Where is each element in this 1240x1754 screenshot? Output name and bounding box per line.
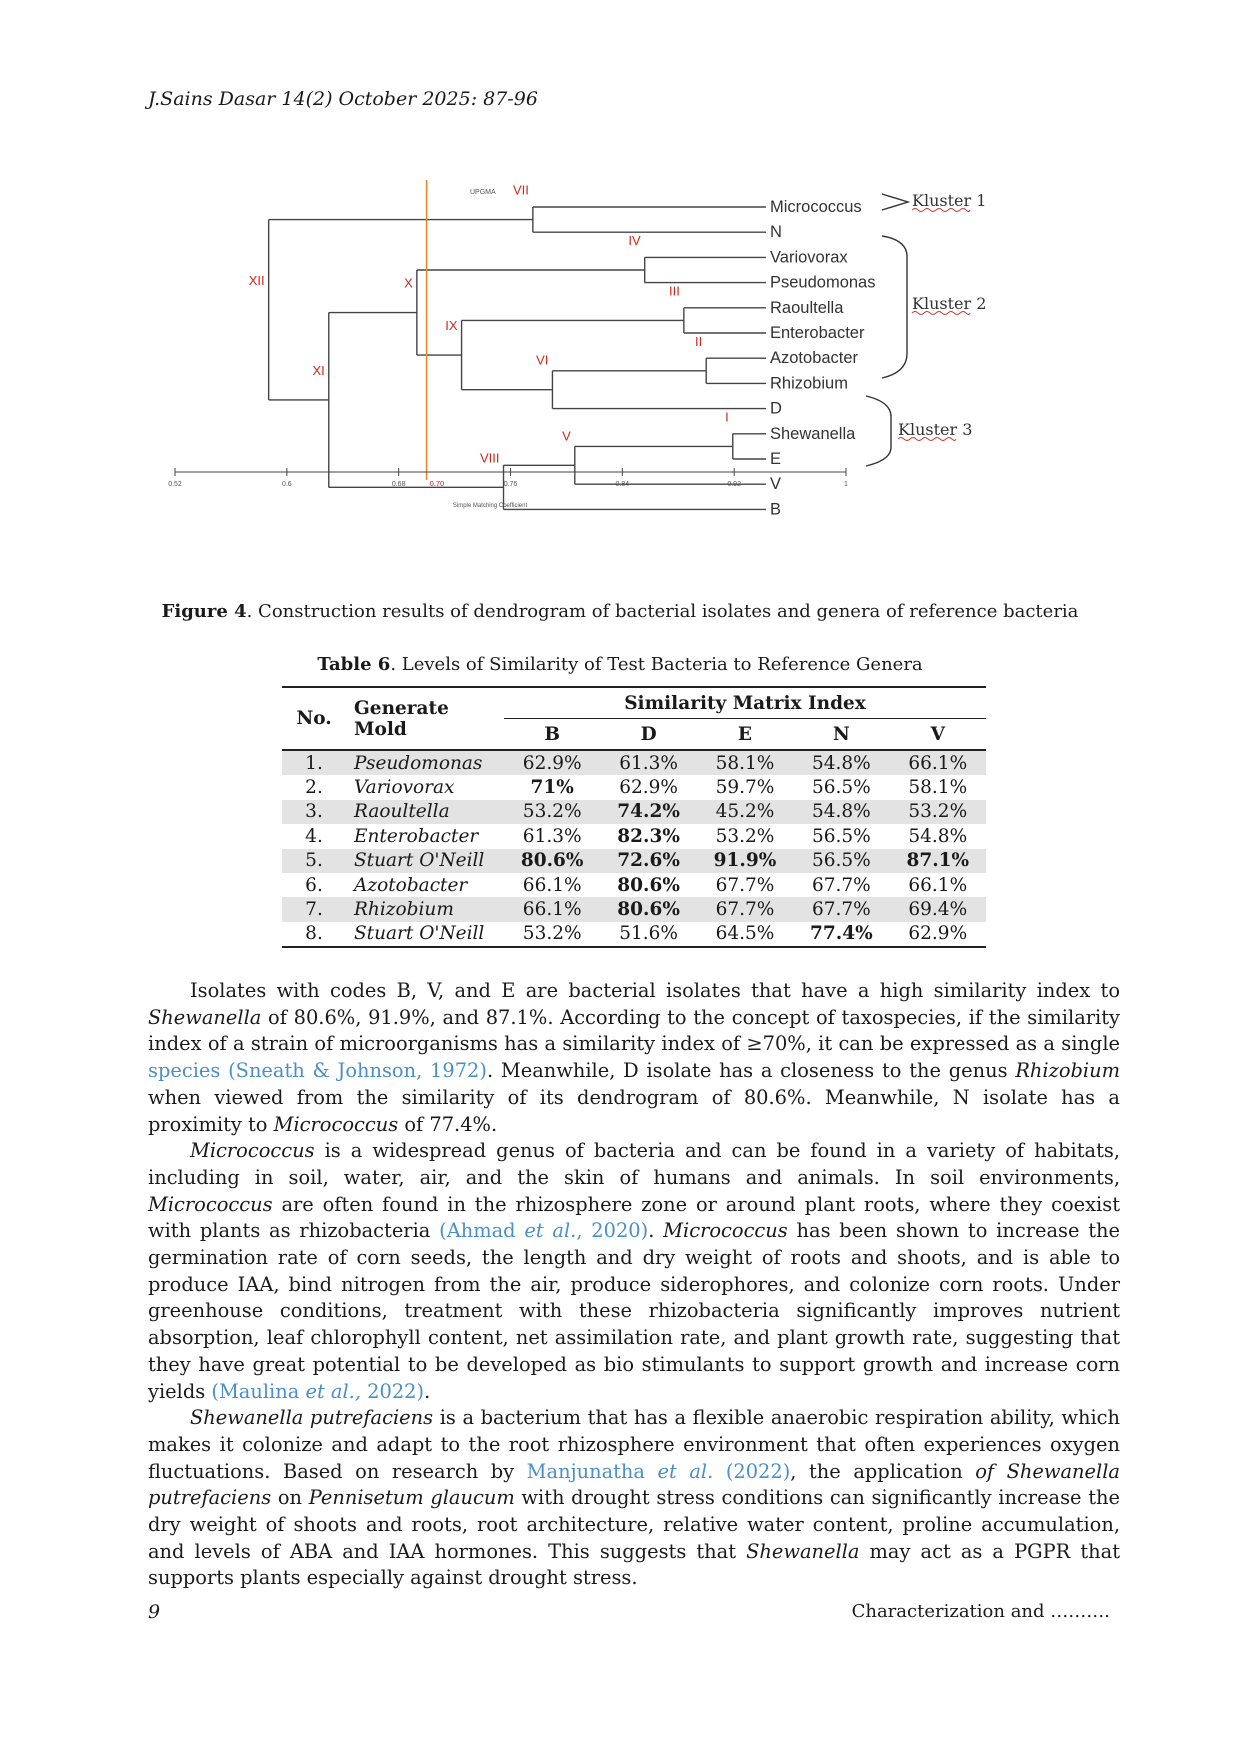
body-text [148, 978, 1120, 1592]
x-axis-tick-label: 0.68 [391, 481, 406, 488]
text-run: may act as a PGPR that supports plants especially against drought stress. [148, 1539, 1120, 1590]
x-axis-tick-label: 0.92 [727, 481, 741, 488]
citation[interactable]: , 2020) [576, 1219, 649, 1243]
cell-d: 82.3% [617, 825, 680, 847]
cell-n: 77.4% [793, 922, 889, 947]
text-run: . [648, 1219, 664, 1243]
figure-caption [0, 601, 1240, 622]
node-label: XI [312, 362, 325, 378]
cell-d: 72.6% [600, 849, 696, 873]
text-run: is a bacterium that has a flexible anaerobic respiration ability, which makes it colonize and adapt to the root rhizosphere environment that often experiences oxygen fluctuations. Based on research by [148, 1406, 1120, 1483]
leaf-label: N [770, 223, 782, 242]
cell-b: 62.9% [504, 750, 600, 775]
cell-b: 66.1% [504, 897, 600, 921]
isolate-header-n: N [793, 719, 889, 751]
citation[interactable]: 2022) [361, 1379, 425, 1403]
page-number: 9 [148, 1601, 161, 1623]
leaf-label: E [770, 450, 782, 468]
italic-term: Shewanella [746, 1539, 860, 1563]
running-header: J.Sains Dasar 14(2) October 2025: 87-96 [148, 88, 538, 110]
row-genus: Pseudomonas [346, 750, 504, 775]
cell-e: 59.7% [715, 777, 775, 799]
row-number: 1. [282, 750, 346, 775]
node-label: VII [512, 182, 529, 198]
col-header-no: No. [282, 687, 346, 750]
cluster-label: Kluster 1 [912, 191, 987, 210]
cluster-label: Kluster 2 [912, 294, 987, 313]
cluster-label: Kluster 3 [898, 420, 973, 439]
cell-d: 74.2% [600, 800, 696, 824]
citation[interactable]: species (Sneath & Johnson, 1972) [148, 1059, 487, 1083]
cell-n: 54.8% [793, 800, 889, 824]
text-run: has been shown to increase the germination rate of corn seeds, the length and dry weight of roots and shoots, and is able to produce IAA, bind nitrogen from the air, produce siderophores, and colonize corn roots. Under greenhouse conditions, treatment with these rhizobacteria significantly improves nutrient absorption, leaf chlorophyll content, net assimilation rate, and plant growth rate, suggesting that they have great potential to be developed as bio stimulants to support growth and increase corn yields [148, 1219, 1121, 1403]
text-run: , the application [790, 1459, 976, 1483]
cell-n: 67.7% [811, 874, 871, 896]
cell-e: 64.5% [697, 922, 793, 947]
cell-e: 58.1% [697, 750, 793, 775]
cell-n: 67.7% [793, 897, 889, 921]
table-row [282, 922, 986, 947]
row-number: 7. [282, 897, 346, 921]
col-header-genus: Generate Mold [346, 687, 504, 750]
table-caption-text: . Levels of Similarity of Test Bacteria to Reference Genera [390, 654, 923, 675]
cluster-1-bracket [882, 194, 908, 210]
node-label: X [404, 275, 413, 291]
node-label: III [668, 283, 680, 299]
footer-running-title: Characterization and ………. [851, 1601, 1110, 1622]
citation[interactable]: et al., [305, 1379, 361, 1403]
cell-v: 54.8% [908, 825, 968, 847]
cell-b: 53.2% [504, 922, 600, 947]
leaf-label: Enterobacter [770, 324, 865, 342]
citation[interactable]: (Maulina [211, 1379, 306, 1403]
row-genus: Enterobacter [354, 825, 479, 847]
node-label: II [694, 333, 703, 349]
table-body [282, 750, 986, 947]
text-run: on [271, 1486, 309, 1510]
cell-v: 58.1% [908, 777, 968, 799]
row-genus: Variovorax [354, 777, 455, 799]
x-axis-tick-label: 0.6 [281, 481, 292, 488]
node-label: V [562, 428, 571, 444]
leaf-label: Rhizobium [770, 374, 848, 393]
citation[interactable]: (2022) [713, 1459, 791, 1483]
table-caption-label: Table 6 [317, 654, 391, 675]
figure-caption-label: Figure 4 [161, 601, 247, 622]
cell-v: 53.2% [890, 800, 986, 824]
paragraph-3 [148, 1405, 1120, 1592]
row-number: 3. [282, 800, 346, 824]
node-label: I [725, 409, 729, 425]
citation[interactable]: (Ahmad [439, 1219, 525, 1243]
col-header-group: Similarity Matrix Index [504, 687, 986, 719]
leaf-label: Pseudomonas [770, 273, 876, 292]
cell-e: 45.2% [697, 800, 793, 824]
leaf-label: Shewanella [770, 424, 856, 443]
italic-term: Pennisetum glaucum [308, 1486, 515, 1510]
x-axis-tick-label: 0.52 [168, 481, 182, 488]
citation[interactable]: Manjunatha [526, 1459, 658, 1483]
table-row [282, 824, 986, 848]
cell-b: 80.6% [504, 849, 600, 873]
cell-d: 61.3% [600, 750, 696, 775]
node-label: XII [248, 272, 265, 288]
text-run: Isolates with codes B, V, and E are bacterial isolates that have a high similarity index to [190, 979, 1120, 1002]
dendrogram-figure [170, 180, 1120, 580]
italic-term: Micrococcus [663, 1219, 788, 1243]
leaf-label: Micrococcus [770, 198, 862, 216]
dendrogram-svg [170, 180, 1120, 580]
cell-b: 53.2% [504, 800, 600, 824]
leaf-label: Azotobacter [770, 349, 859, 368]
cluster-2-bracket [882, 236, 907, 378]
table-row [282, 750, 986, 775]
cell-v: 66.1% [890, 750, 986, 775]
italic-term: Shewanella putrefaciens [190, 1406, 434, 1430]
figure-caption-text: . Construction results of dendrogram of bacterial isolates and genera of reference bacteria [246, 601, 1079, 622]
row-number: 5. [282, 849, 346, 873]
cell-n: 54.8% [793, 750, 889, 775]
leaf-label: V [770, 475, 782, 494]
leaf-label: Raoultella [770, 298, 844, 317]
text-run: when viewed from the similarity of its dendrogram of 80.6%. Meanwhile, N isolate has a proximity to [148, 1085, 1120, 1136]
cell-v: 62.9% [890, 922, 986, 947]
text-run: of 80.6%, 91.9%, and 87.1%. According to the concept of taxospecies, if the similarity index of a strain of microorganisms has a similarity index of ≥70%, it can be expressed as a single [148, 1005, 1120, 1056]
cell-b: 61.3% [522, 825, 582, 847]
cell-e: 53.2% [715, 825, 775, 847]
node-label: IV [628, 233, 641, 248]
italic-term: Rhizobium [1015, 1059, 1120, 1083]
leaf-label: D [770, 399, 782, 418]
x-axis-tick-label: 0.84 [615, 481, 630, 488]
row-genus: Raoultella [346, 800, 504, 824]
isolate-header-e: E [697, 719, 793, 751]
table-row [282, 849, 986, 873]
cell-n: 56.5% [811, 825, 871, 847]
cluster-3-bracket [866, 396, 891, 466]
leaf-label: B [770, 500, 782, 519]
cell-e: 91.9% [697, 849, 793, 873]
leaf-label: Variovorax [770, 248, 848, 267]
row-genus: Rhizobium [346, 897, 504, 921]
x-axis-tick-label: 0.76 [503, 481, 518, 488]
row-number: 6. [305, 874, 323, 896]
italic-term: Micrococcus [190, 1139, 315, 1163]
node-label: VIII [479, 450, 500, 466]
row-number: 8. [282, 922, 346, 947]
cell-d: 80.6% [600, 897, 696, 921]
isolate-header-d: D [600, 719, 696, 751]
cell-b: 66.1% [522, 874, 582, 896]
text-run: . Meanwhile, D isolate has a closeness to the genus [486, 1059, 1016, 1083]
citation[interactable]: et al. [524, 1219, 577, 1243]
text-run: is a widespread genus of bacteria and can be found in a variety of habitats, including in soil, water, air, and the skin of humans and animals. In soil environments, [148, 1139, 1120, 1189]
cell-v: 87.1% [890, 849, 986, 873]
italic-term: Micrococcus [148, 1192, 273, 1216]
text-run: with drought stress conditions can significantly increase the dry weight of shoots and roots, root architecture, relative water content, proline accumulation, and levels of ABA and IAA hormones. This suggests that [148, 1486, 1120, 1563]
cell-n: 56.5% [793, 849, 889, 873]
x-axis-title: Simple Matching Coefficient [452, 503, 528, 509]
table-row [282, 897, 986, 921]
table-row [282, 775, 986, 799]
node-label: IX [445, 318, 458, 334]
cell-d: 80.6% [617, 874, 680, 896]
cell-d: 51.6% [600, 922, 696, 947]
paragraph-2 [148, 1138, 1120, 1405]
citation[interactable]: et al. [657, 1459, 714, 1483]
cutoff-label: 0.70 [429, 479, 445, 488]
text-run: of 77.4%. [398, 1112, 498, 1136]
row-genus: Azotobacter [354, 874, 468, 896]
row-number: 4. [305, 825, 323, 847]
row-genus: Stuart O'Neill [346, 922, 504, 947]
italic-term: Shewanella [148, 1005, 262, 1029]
cell-v: 66.1% [908, 874, 968, 896]
cell-d: 62.9% [619, 777, 678, 799]
row-number: 2. [305, 777, 323, 799]
text-run: . [424, 1379, 431, 1403]
cell-b: 71% [530, 777, 574, 799]
isolate-header-v: V [890, 719, 986, 751]
cell-v: 69.4% [890, 897, 986, 921]
cell-e: 67.7% [715, 874, 775, 896]
cell-e: 67.7% [697, 897, 793, 921]
italic-term: of Shewanella putrefaciens [148, 1459, 1120, 1510]
paragraph-1 [148, 978, 1120, 1138]
similarity-table [282, 686, 986, 948]
cell-n: 56.5% [811, 777, 871, 799]
x-axis-tick-label: 1 [844, 481, 848, 488]
table-caption [0, 654, 1240, 675]
isolate-header-b: B [504, 719, 600, 751]
table-row [282, 873, 986, 897]
table-row [282, 800, 986, 824]
text-run: are often found in the rhizosphere zone or around plant roots, where they coexist with plants as rhizobacteria [148, 1192, 1120, 1243]
row-genus: Stuart O'Neill [346, 849, 504, 873]
node-label: VI [536, 352, 549, 368]
italic-term: Micrococcus [273, 1112, 399, 1136]
method-label: UPGMA [470, 189, 496, 196]
